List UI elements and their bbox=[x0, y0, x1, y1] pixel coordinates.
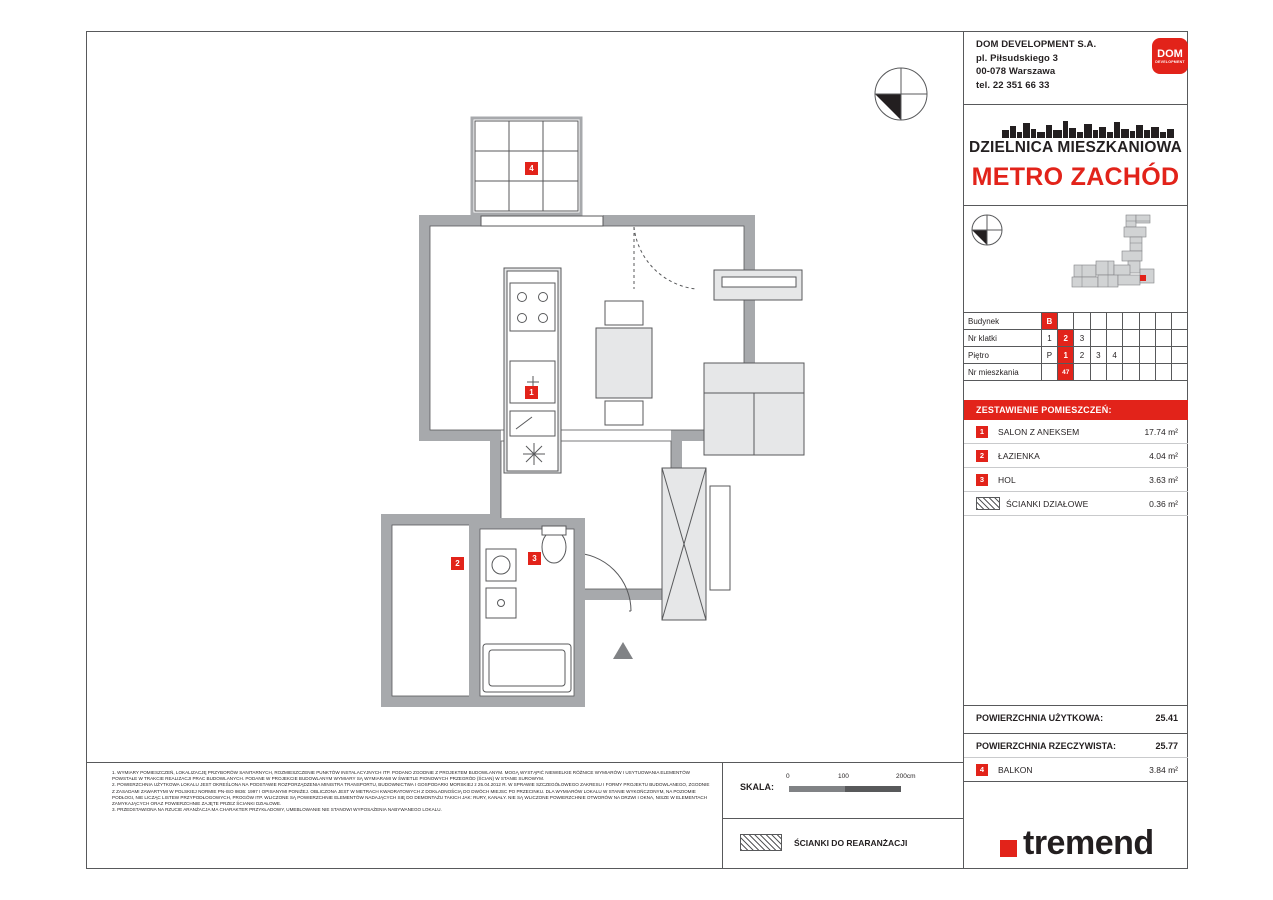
meta-cell-pietro-8[interactable] bbox=[1172, 347, 1188, 364]
dom-development-logo bbox=[1152, 38, 1188, 74]
building-meta-table bbox=[964, 312, 1188, 381]
footer-divider-scale bbox=[722, 818, 963, 819]
usable-area-row bbox=[964, 705, 1188, 729]
meta-cell-klatka-4[interactable] bbox=[1106, 330, 1122, 347]
partition-hatch-swatch bbox=[976, 497, 1000, 510]
footnote-2: 2. POWIERZCHNIA UŻYTKOWA LOKALU JEST OKREŚLONA NA PODSTAWIE ROZPORZĄDZENIA MINISTRA TRANSPORTU, BUDOWNICTWA I GOSPODARKI MORSKIEJ z 25.04.2012 R. W SPRAWIE SZCZEGÓŁOWEGO ZAKRESU I FORMY PROJEKTU BUDOWLANEGO, ZGODNIE Z ZASADAMI ZAWARTYMI W POLSKIEJ NORMIE PN-ISO 9836: 1997 I OPISANYMI PONIŻEJ. OBLICZONA JEST W METRACH KWADRATOWYCH Z DOKŁADNOŚCIĄ DO DWÓCH MIEJSC PO PRZECINKU. DLA WYMIARÓW LOKALU W STANIE WYKOŃCZONYM, NA POZIOMIE PODŁOGI, NIE LICZĄC LISTEW PRZYPODŁOGOWYCH, PROGÓW ITP. WLICZONE SĄ POWIERZCHNIE ELEMENTÓW NADAJĄCYCH SIĘ DO DEMONTAŻU TAKICH JAK: RURY, KANAŁY. NIE SĄ WLICZONE POWIERZCHNIE OTWORÓW NA DRZWI I OKNA, NISZE W ELEMENTACH ZAMYKAJĄCYCH ORAZ POWIERZCHNIE ZAJĘTE PRZEZ ŚCIANKI DZIAŁOWE. bbox=[112, 782, 710, 807]
meta-cell-pietro-1[interactable]: 1 bbox=[1058, 347, 1074, 364]
meta-label-pietro: Piętro bbox=[964, 347, 1041, 364]
meta-cell-mieszkanie-6[interactable] bbox=[1139, 364, 1155, 381]
meta-cell-pietro-6[interactable] bbox=[1139, 347, 1155, 364]
room-badge-3 bbox=[528, 552, 541, 565]
room-badge-4-label: 4 bbox=[529, 164, 534, 173]
scale-bar bbox=[789, 786, 901, 792]
usable-area-value: 25.41 bbox=[1155, 712, 1178, 723]
meta-cell-budynek-2[interactable] bbox=[1074, 313, 1090, 330]
meta-cell-budynek-8[interactable] bbox=[1172, 313, 1188, 330]
meta-cell-budynek-6[interactable] bbox=[1139, 313, 1155, 330]
meta-cell-mieszkanie-7[interactable] bbox=[1155, 364, 1171, 381]
usable-area-label: POWIERZCHNIA UŻYTKOWA: bbox=[976, 712, 1104, 723]
meta-cell-pietro-4[interactable]: 4 bbox=[1106, 347, 1122, 364]
meta-cell-mieszkanie-3[interactable] bbox=[1090, 364, 1106, 381]
meta-cell-budynek-1[interactable] bbox=[1058, 313, 1074, 330]
actual-area-row bbox=[964, 733, 1188, 757]
divider-above-tremend bbox=[964, 781, 1188, 782]
meta-cell-klatka-8[interactable] bbox=[1172, 330, 1188, 347]
footnotes bbox=[112, 770, 712, 813]
meta-label-budynek: Budynek bbox=[964, 313, 1041, 330]
unit-location-marker bbox=[1140, 275, 1146, 281]
meta-cell-mieszkanie-1[interactable]: 47 bbox=[1058, 364, 1074, 381]
tremend-logo-text: tremend bbox=[1023, 823, 1154, 862]
scale-tick-200: 200cm bbox=[896, 773, 916, 780]
room-row-area-2: 4.04 m² bbox=[1149, 450, 1178, 461]
meta-cell-klatka-6[interactable] bbox=[1139, 330, 1155, 347]
meta-cell-pietro-5[interactable] bbox=[1123, 347, 1139, 364]
estate-name: DZIELNICA MIESZKANIOWA bbox=[968, 139, 1183, 156]
meta-cell-budynek-4[interactable] bbox=[1106, 313, 1122, 330]
meta-cell-budynek-3[interactable] bbox=[1090, 313, 1106, 330]
footnote-1: 1. WYMIARY POMIESZCZEŃ, LOKALIZACJĘ PRZYBORÓW SANITARNYCH, ROZMIESZCZENIE PUNKTÓW INSTALACYJNYCH ITP. PODANO ZGODNIE Z PROJEKTEM BUDOWLANYM. MOGĄ WYSTĄPIĆ NIEWIELKIE RÓŻNICE WYMIARÓW I USYTUOWANIA ELEMENTÓW POWSTAŁE W TRAKCIE REALIZACJI PRAC BUDOWLANYCH. PODANE W PROJEKCIE BUDOWLANYM WYMIARY SĄ WYMIARAMI W ŚWIETLE PIONOWYCH PRZEGRÓD (ŚCIAN) W STANIE SUROWYM. bbox=[112, 770, 691, 782]
meta-cell-mieszkanie-8[interactable] bbox=[1172, 364, 1188, 381]
room-schedule-row-partitions bbox=[964, 492, 1188, 516]
room-row-area-3: 3.63 m² bbox=[1149, 474, 1178, 485]
room-row-name-2: ŁAZIENKA bbox=[998, 450, 1040, 461]
meta-cell-pietro-0[interactable]: P bbox=[1041, 347, 1057, 364]
room-schedule-list bbox=[964, 420, 1188, 516]
meta-cell-klatka-3[interactable] bbox=[1090, 330, 1106, 347]
divider-under-company bbox=[964, 104, 1188, 105]
compass-small-icon bbox=[970, 213, 1004, 247]
room-badge-1-label: 1 bbox=[529, 388, 534, 397]
scale-tick-100: 100 bbox=[838, 773, 849, 780]
room-badge-2-label: 2 bbox=[455, 559, 460, 568]
building-key-diagram bbox=[1064, 213, 1174, 303]
tremend-logo-mark bbox=[1000, 840, 1017, 857]
meta-cell-klatka-2[interactable]: 3 bbox=[1074, 330, 1090, 347]
balcony-row-number: 4 bbox=[976, 764, 988, 776]
balcony-area-label: BALKON bbox=[998, 764, 1033, 775]
actual-area-label: POWIERZCHNIA RZECZYWISTA: bbox=[976, 740, 1116, 751]
meta-cell-klatka-7[interactable] bbox=[1155, 330, 1171, 347]
room-row-name-1: SALON Z ANEKSEM bbox=[998, 426, 1080, 437]
meta-cell-klatka-0[interactable]: 1 bbox=[1041, 330, 1057, 347]
room-row-area-partitions: 0.36 m² bbox=[1149, 498, 1178, 509]
rearrangeable-walls-label: ŚCIANKI DO REARANŻACJI bbox=[794, 837, 908, 848]
company-address-1: pl. Piłsudskiego 3 bbox=[976, 52, 1059, 64]
rearrangeable-walls-legend bbox=[740, 834, 907, 851]
meta-cell-mieszkanie-4[interactable] bbox=[1106, 364, 1122, 381]
room-row-number-1: 1 bbox=[976, 426, 988, 438]
meta-label-mieszkanie: Nr mieszkania bbox=[964, 364, 1041, 381]
schedule-title: ZESTAWIENIE POMIESZCZEŃ: bbox=[964, 400, 1188, 420]
key-plan bbox=[964, 205, 1188, 311]
tremend-logo bbox=[1000, 823, 1190, 863]
room-row-name-3: HOL bbox=[998, 474, 1016, 485]
meta-cell-pietro-7[interactable] bbox=[1155, 347, 1171, 364]
balcony-area-value: 3.84 m² bbox=[1149, 764, 1178, 775]
meta-cell-budynek-5[interactable] bbox=[1123, 313, 1139, 330]
room-schedule-row-2 bbox=[964, 444, 1188, 468]
scale-label: SKALA: bbox=[740, 782, 774, 792]
meta-cell-mieszkanie-0[interactable] bbox=[1041, 364, 1057, 381]
room-row-name-partitions: ŚCIANKI DZIAŁOWE bbox=[1006, 498, 1089, 509]
meta-cell-mieszkanie-5[interactable] bbox=[1123, 364, 1139, 381]
room-row-number-2: 2 bbox=[976, 450, 988, 462]
meta-row-budynek bbox=[964, 313, 1188, 330]
room-badge-4 bbox=[525, 162, 538, 175]
meta-cell-pietro-2[interactable]: 2 bbox=[1074, 347, 1090, 364]
company-address-2: 00-078 Warszawa bbox=[976, 66, 1056, 77]
company-info bbox=[976, 38, 1096, 92]
footnote-3: 3. PRZEDSTAWIONA NA RZUCIE ARANŻACJA MA CHARAKTER PRZYKŁADOWY, UMEBLOWANIE NIE STANOWI WYPOSAŻENIA NABYWANEGO LOKALU. bbox=[112, 807, 442, 813]
footer-divider bbox=[86, 762, 963, 763]
meta-cell-budynek-0[interactable]: B bbox=[1041, 313, 1057, 330]
room-row-number-3: 3 bbox=[976, 474, 988, 486]
footer-divider-vertical bbox=[722, 762, 723, 869]
company-phone: tel. 22 351 66 33 bbox=[976, 79, 1050, 91]
actual-area-value: 25.77 bbox=[1155, 740, 1178, 751]
room-badge-1 bbox=[525, 386, 538, 399]
meta-cell-mieszkanie-2[interactable] bbox=[1074, 364, 1090, 381]
balcony-area-row bbox=[964, 757, 1188, 781]
room-row-area-1: 17.74 m² bbox=[1144, 426, 1178, 437]
meta-cell-pietro-3[interactable]: 3 bbox=[1090, 347, 1106, 364]
company-name: DOM DEVELOPMENT S.A. bbox=[976, 39, 1097, 50]
scale-tick-0: 0 bbox=[786, 773, 790, 780]
room-schedule-row-1 bbox=[964, 420, 1188, 444]
meta-label-klatka: Nr klatki bbox=[964, 330, 1041, 347]
estate-brand: METRO ZACHÓD bbox=[971, 163, 1180, 191]
meta-row-pietro bbox=[964, 347, 1188, 364]
dom-logo-line1: DOM bbox=[1157, 47, 1183, 60]
rearrangeable-hatch-swatch bbox=[740, 834, 782, 851]
dom-logo-line2: DEVELOPMENT bbox=[1155, 59, 1185, 64]
room-badge-2 bbox=[451, 557, 464, 570]
meta-cell-klatka-1[interactable]: 2 bbox=[1058, 330, 1074, 347]
skyline-graphic bbox=[1002, 118, 1174, 138]
meta-cell-budynek-7[interactable] bbox=[1155, 313, 1171, 330]
meta-row-klatka bbox=[964, 330, 1188, 347]
meta-row-mieszkanie bbox=[964, 364, 1188, 381]
room-schedule-row-3 bbox=[964, 468, 1188, 492]
room-badge-3-label: 3 bbox=[532, 554, 537, 563]
meta-cell-klatka-5[interactable] bbox=[1123, 330, 1139, 347]
